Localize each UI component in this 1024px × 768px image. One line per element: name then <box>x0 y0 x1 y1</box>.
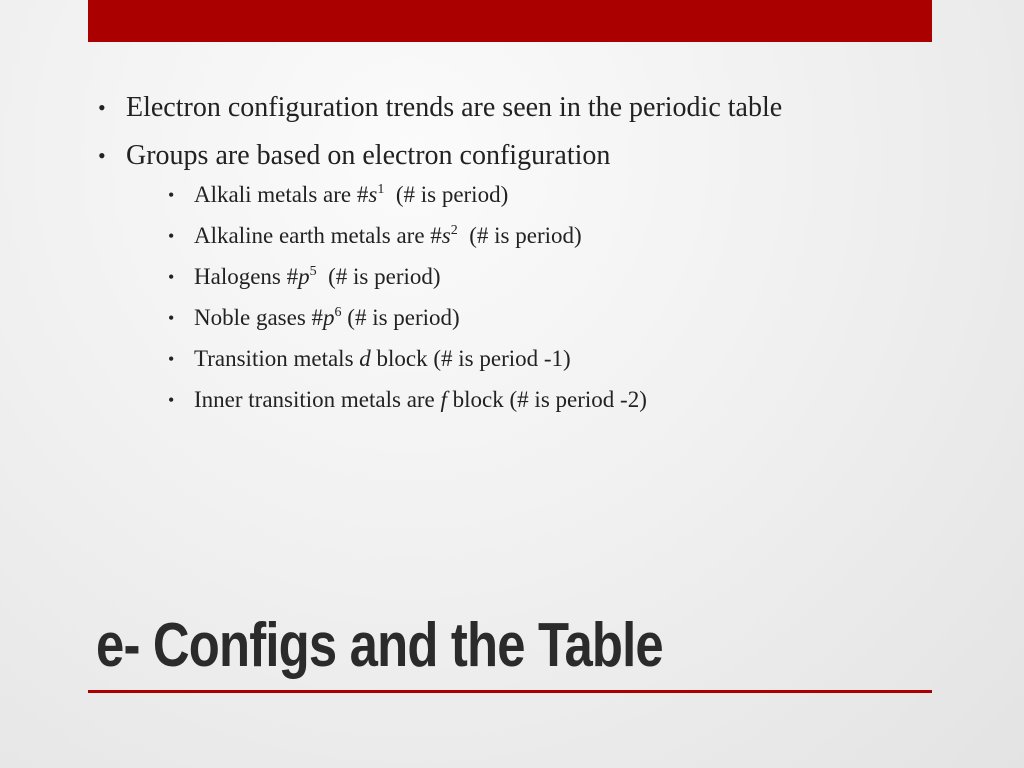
sub-bullet-halogens: • Halogens $\#p^5$ (# is period) <box>168 262 896 292</box>
slide-title: e- Configs and the Table <box>96 611 663 680</box>
bullet-text: Groups are based on electron configuration <box>126 140 611 171</box>
title-underline-rule <box>88 690 932 693</box>
sub-bullet-alkaline-earth-metals: • Alkaline earth metals are $\#s^2$ (# is period) <box>168 221 896 251</box>
sub-bullet-transition-metals: • Transition metals d block (# is period -1) <box>168 344 896 374</box>
header-accent-bar <box>88 0 932 42</box>
sub-bullet-alkali-metals: • Alkali metals are $\#s^1$ (# is period) <box>168 180 896 210</box>
slide-body <box>96 88 896 426</box>
bullet-text: Electron configuration trends are seen in the periodic table <box>126 92 783 123</box>
sub-bullet-inner-transition-metals: • Inner transition metals are f block (# is period -2) <box>168 385 896 415</box>
sub-bullet-noble-gases: • Noble gases $\#p^6$ (# is period) <box>168 303 896 333</box>
bullet-item <box>96 88 896 128</box>
sub-bullet-list <box>96 180 896 415</box>
bullet-list <box>96 88 896 176</box>
bullet-item <box>96 136 896 176</box>
